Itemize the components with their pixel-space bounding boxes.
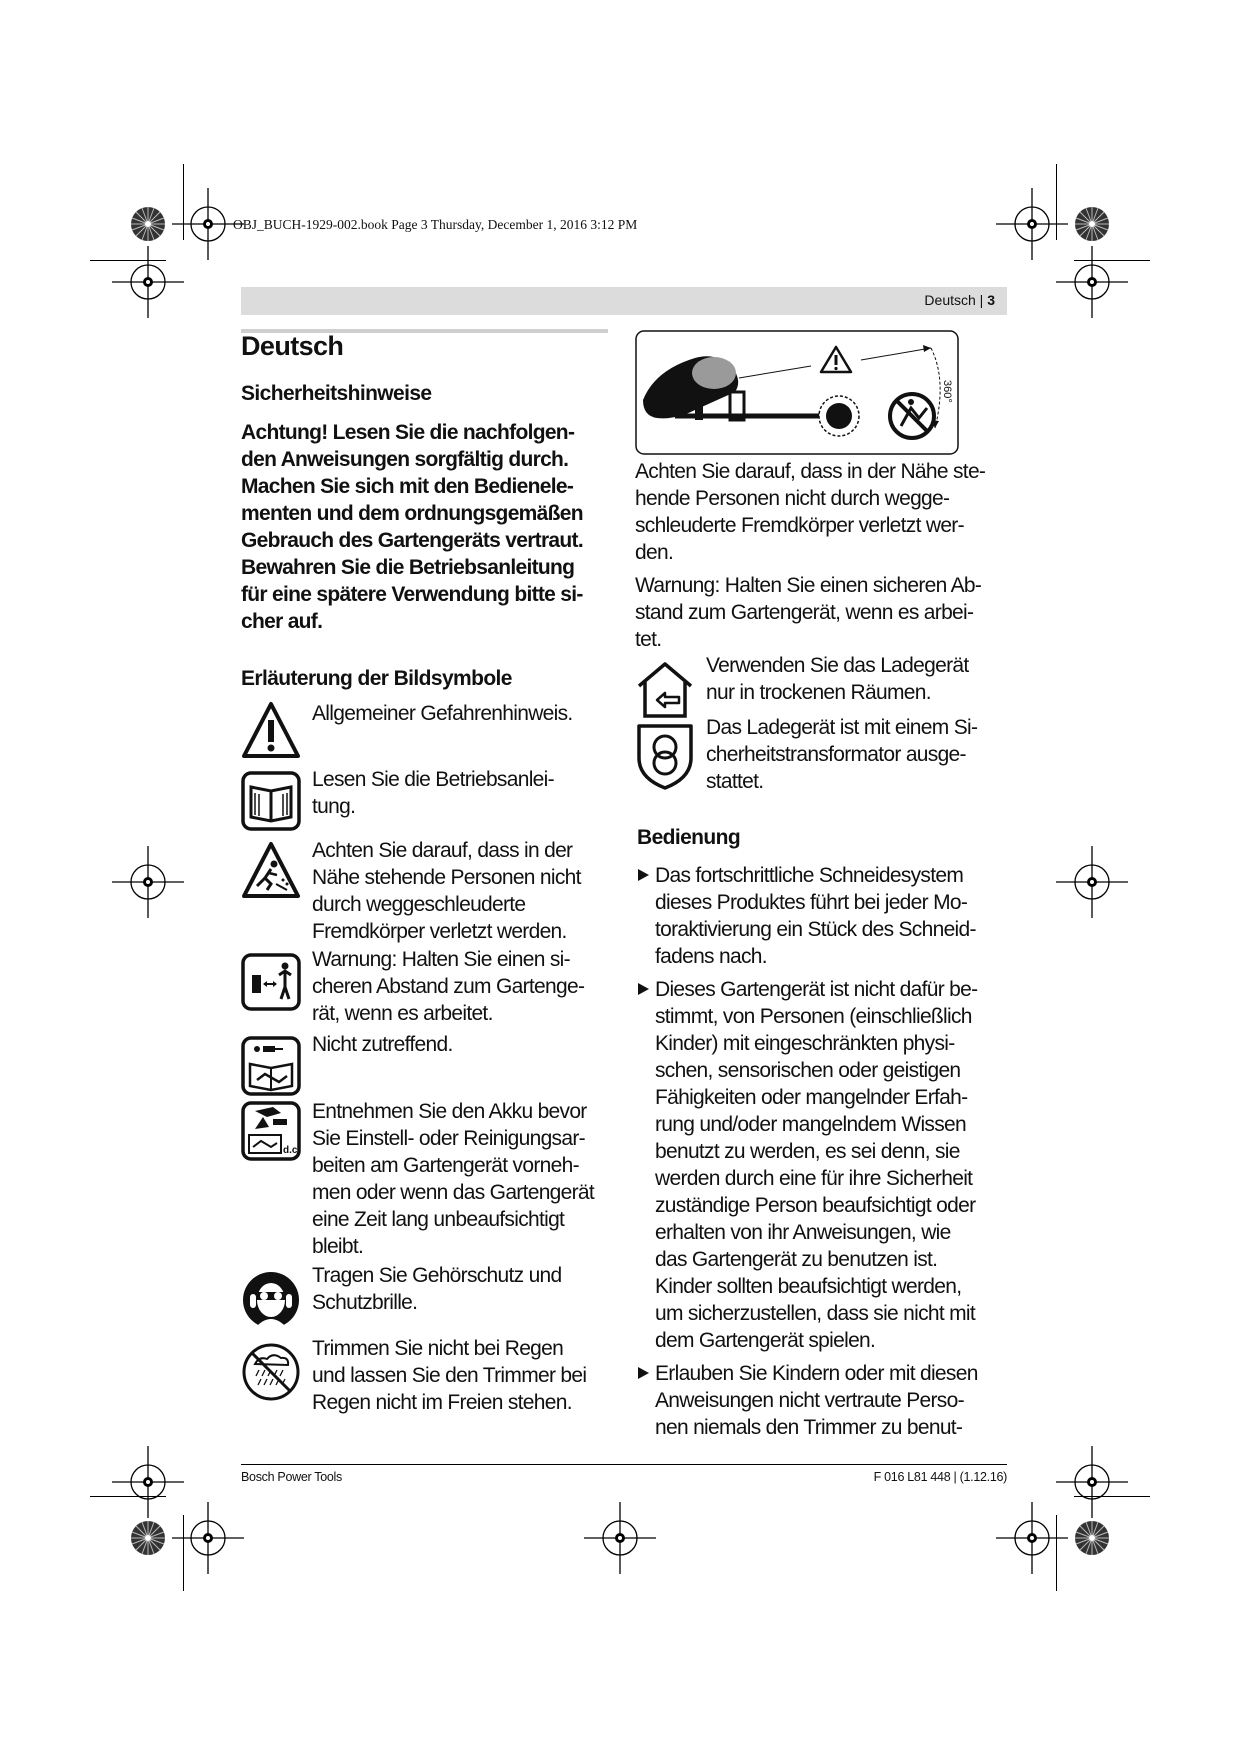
bullet-marker	[638, 983, 649, 995]
header-page-number: 3	[987, 292, 995, 308]
safety-heading: Sicherheitshinweise	[241, 382, 432, 405]
bullet-line: schen, sensorischen oder geistigen	[655, 1059, 961, 1082]
rotation-label: 360°	[941, 380, 953, 403]
symbol-text: Lesen Sie die Betriebsanlei-	[312, 768, 554, 791]
body-line: den.	[635, 541, 674, 564]
warning-line: Achtung! Lesen Sie die nachfolgen-	[241, 421, 575, 444]
bullet-line: toraktivierung ein Stück des Schneid-	[655, 918, 976, 941]
bullet-line: Erlauben Sie Kindern oder mit diesen	[655, 1362, 978, 1385]
bullet-line: dieses Produktes führt bei jeder Mo-	[655, 891, 968, 914]
body-line: stand zum Gartengerät, wenn es arbei-	[635, 601, 974, 624]
body-line: Achten Sie darauf, dass in der Nähe ste-	[635, 460, 986, 483]
bullet-line: Fähigkeiten oder mangelnder Erfah-	[655, 1086, 968, 1109]
bullet-marker	[638, 1367, 649, 1379]
safe-distance-icon	[241, 951, 301, 1011]
symbol-text: durch weggeschleuderte	[312, 893, 526, 916]
not-applicable-icon	[241, 1036, 301, 1096]
symbol-text: bleibt.	[312, 1235, 364, 1258]
bullet-line: stimmt, von Personen (einschließlich	[655, 1005, 972, 1028]
warning-line: menten und dem ordnungsgemäßen	[241, 502, 583, 525]
symbol-text: Verwenden Sie das Ladegerät	[706, 654, 969, 677]
symbol-text: nur in trockenen Räumen.	[706, 681, 931, 704]
bullet-line: dem Gartengerät spielen.	[655, 1329, 876, 1352]
body-line: Warnung: Halten Sie einen sicheren Ab-	[635, 574, 982, 597]
warning-line: cher auf.	[241, 610, 323, 633]
symbol-text: cheren Abstand zum Gartenge-	[312, 975, 585, 998]
bullet-line: um sicherzustellen, dass sie nicht mit	[655, 1302, 976, 1325]
symbol-text: Regen nicht im Freien stehen.	[312, 1391, 572, 1414]
body-line: schleuderte Fremdkörper verletzt wer-	[635, 514, 964, 537]
warning-line: den Anweisungen sorgfältig durch.	[241, 448, 569, 471]
symbol-text: Trimmen Sie nicht bei Regen	[312, 1337, 564, 1360]
bullet-line: zuständige Person beaufsichtigt oder	[655, 1194, 976, 1217]
symbol-text: Nähe stehende Personen nicht	[312, 866, 581, 889]
bullet-line: Kinder sollten beaufsichtigt werden,	[655, 1275, 962, 1298]
no-rain-icon	[241, 1342, 301, 1402]
bullet-line: Das fortschrittliche Schneidesystem	[655, 864, 964, 887]
print-slug: OBJ_BUCH-1929-002.book Page 3 Thursday, December 1, 2016 3:12 PM	[233, 217, 638, 232]
symbol-text: Achten Sie darauf, dass in der	[312, 839, 573, 862]
body-line: tet.	[635, 628, 662, 651]
bystander-warning	[635, 458, 985, 566]
header-label	[924, 292, 995, 308]
safety-warning	[241, 419, 611, 635]
symbol-text: Nicht zutreffend.	[312, 1033, 453, 1056]
symbols-heading: Erläuterung der Bildsymbole	[241, 667, 512, 690]
bullet-line: nen niemals den Trimmer zu benut-	[655, 1416, 963, 1439]
bullet-marker	[638, 869, 649, 881]
remove-battery-icon	[241, 1101, 301, 1161]
indoor-use-icon	[635, 660, 695, 720]
symbol-text: Sie Einstell- oder Reinigungsar-	[312, 1127, 585, 1150]
symbol-text: und lassen Sie den Trimmer bei	[312, 1364, 587, 1387]
symbol-text: tung.	[312, 795, 356, 818]
bullet-line: das Gartengerät zu benutzen ist.	[655, 1248, 938, 1271]
symbol-text: stattet.	[706, 770, 764, 793]
ear-eye-protection-icon	[241, 1270, 301, 1330]
footer-rule	[241, 1464, 1007, 1465]
general-hazard-icon	[241, 700, 301, 760]
symbol-text: Fremdkörper verletzt werden.	[312, 920, 567, 943]
symbol-text: eine Zeit lang unbeaufsichtigt	[312, 1208, 565, 1231]
bullet-line: fadens nach.	[655, 945, 767, 968]
warning-line: Bewahren Sie die Betriebsanleitung	[241, 556, 575, 579]
safety-transformer-icon	[635, 720, 695, 790]
bullet-line: erhalten von ihr Anweisungen, wie	[655, 1221, 951, 1244]
bullet-line: benutzt zu werden, es sei denn, sie	[655, 1140, 960, 1163]
bullet-line: Kinder) mit eingeschränkten physi-	[655, 1032, 955, 1055]
symbol-text: Warnung: Halten Sie einen si-	[312, 948, 570, 971]
page-title: Deutsch	[241, 331, 344, 361]
warning-line: für eine spätere Verwendung bitte si-	[241, 583, 583, 606]
footer-brand: Bosch Power Tools	[241, 1470, 342, 1484]
running-header	[241, 287, 1007, 315]
symbol-text: cherheitstransformator ausge-	[706, 743, 966, 766]
bullet-line: Anweisungen nicht vertraute Perso-	[655, 1389, 964, 1412]
thrown-objects-icon	[241, 840, 301, 900]
symbol-text: Allgemeiner Gefahrenhinweis.	[312, 702, 573, 725]
read-manual-icon	[241, 771, 301, 831]
symbol-text: rät, wenn es arbeitet.	[312, 1002, 493, 1025]
footer-doc-number: F 016 L81 448 | (1.12.16)	[873, 1470, 1007, 1484]
bullet-line: rung und/oder mangelndem Wissen	[655, 1113, 966, 1136]
bullet-line: werden durch eine für ihre Sicherheit	[655, 1167, 973, 1190]
symbol-text: Tragen Sie Gehörschutz und	[312, 1264, 562, 1287]
symbol-text: Das Ladegerät ist mit einem Si-	[706, 716, 978, 739]
svg-text:d.c.: d.c.	[283, 1145, 301, 1156]
distance-warning	[635, 572, 981, 653]
operation-heading: Bedienung	[637, 826, 741, 849]
symbol-text: men oder wenn das Gartengerät	[312, 1181, 595, 1204]
symbol-text: beiten am Gartengerät vorneh-	[312, 1154, 579, 1177]
symbol-text: Schutzbrille.	[312, 1291, 418, 1314]
header-language: Deutsch	[924, 292, 976, 308]
bullet-line: Dieses Gartengerät ist nicht dafür be-	[655, 978, 978, 1001]
body-line: hende Personen nicht durch wegge-	[635, 487, 950, 510]
header-separator: |	[979, 292, 984, 308]
warning-line: Machen Sie sich mit den Bedienele-	[241, 475, 574, 498]
symbol-text: Entnehmen Sie den Akku bevor	[312, 1100, 587, 1123]
trimmer-warning-figure	[635, 330, 959, 455]
warning-line: Gebrauch des Gartengeräts vertraut.	[241, 529, 583, 552]
